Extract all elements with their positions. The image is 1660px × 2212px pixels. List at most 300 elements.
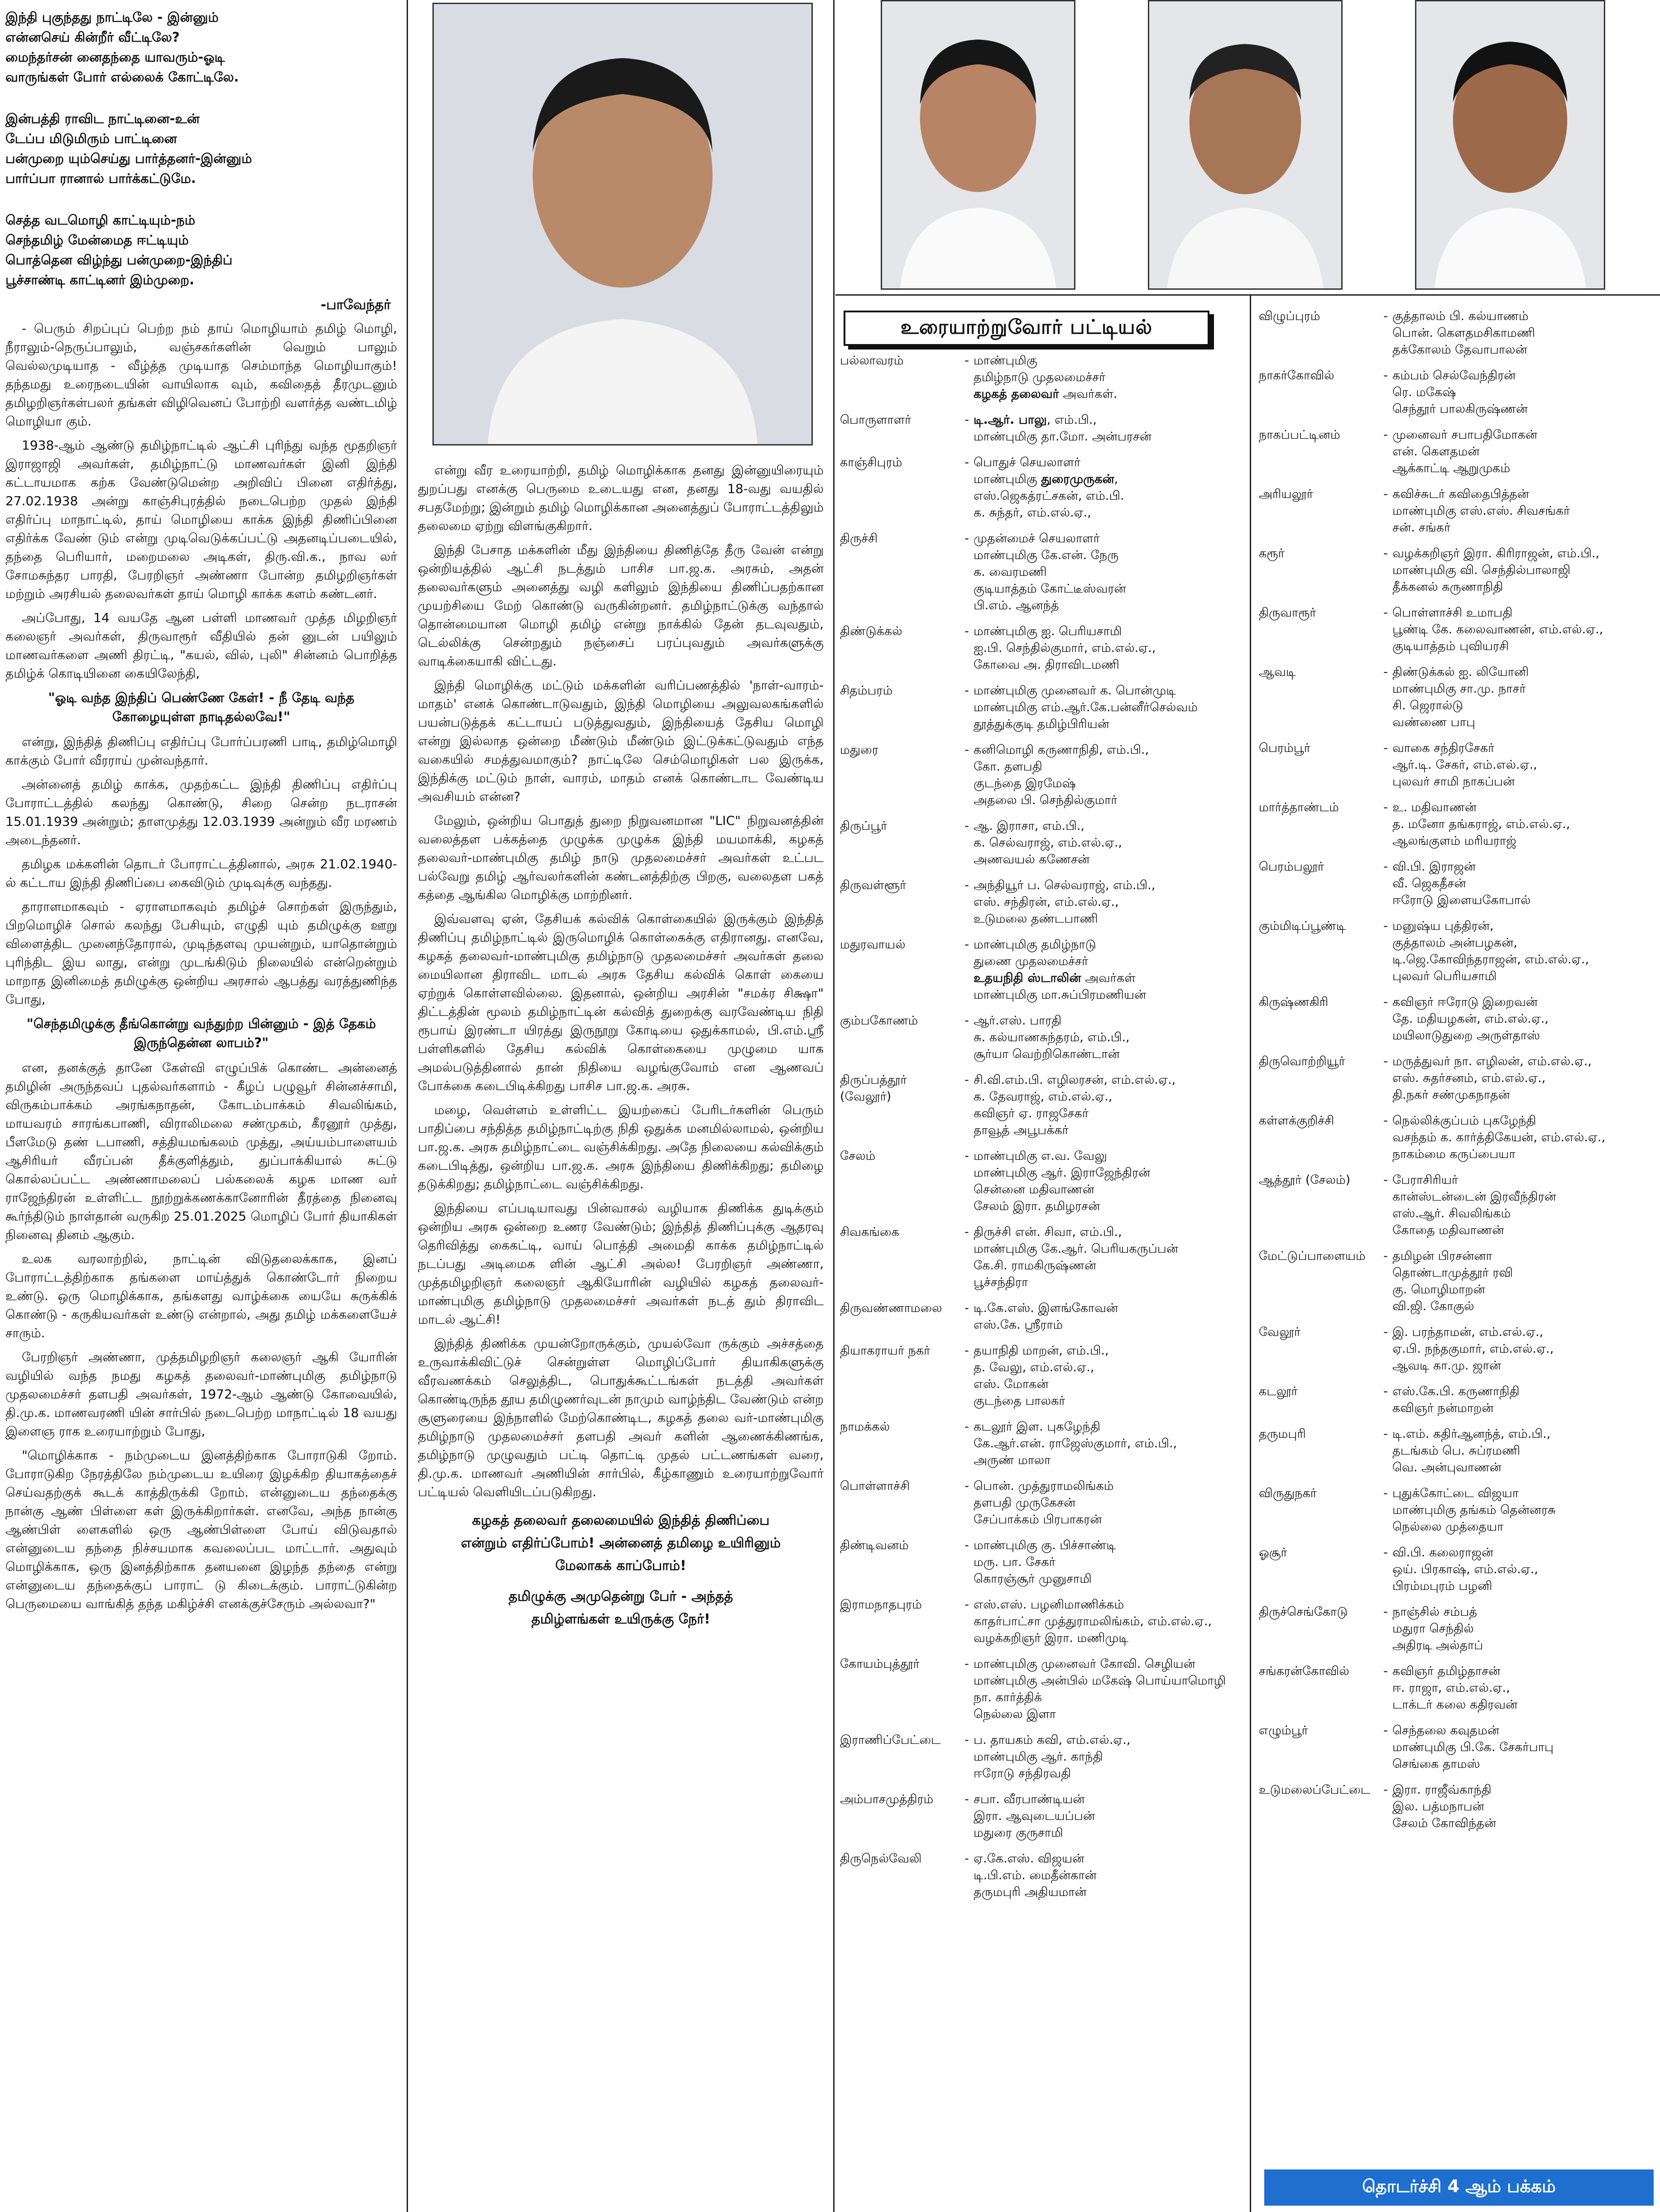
poem-line: பார்ப்பா ரானால் பார்க்கட்டுமே. (5, 171, 196, 186)
speaker-name: ஒய். பிரகாஷ், எம்.எல்.ஏ., (1392, 1562, 1538, 1576)
speaker-name: கு. மொழிமாறன் (1392, 1283, 1485, 1297)
speaker-name: நா. கார்த்திக் (974, 1690, 1042, 1704)
dash-separator: - (1383, 1114, 1388, 1128)
speaker-name: மாண்புமிகு (974, 354, 1037, 368)
speaker-place: கிருஷ்ணகிரி (1259, 995, 1329, 1009)
speaker-names (1392, 1722, 1657, 1772)
dash-separator: - (1383, 428, 1388, 442)
speaker-name: புதுக்கோட்டை விஜயா (1392, 1486, 1519, 1500)
speaker-entry (1259, 308, 1657, 358)
speaker-name: சூர்யா வெற்றிகொண்டான் (974, 1047, 1120, 1061)
speaker-name: காதர்பாட்சா முத்துராமலிங்கம், எம்.எல்.ஏ., (974, 1614, 1212, 1628)
paragraph: இந்தி பேசாத மக்களின் மீது இந்தியை திணித்தே தீரு வேன் என்று ஒன்றியத்தில் ஆட்சி நடத்தும் பாசிச பா.ஜ.க. அரசும், அதன் தலைவர்களும் அனைத்து வழி களிலும் இந்தியை திணிப்பதற்கான முயற்சியை மேற் கொண்டு வருகின்றனர். தமிழ்நாட்டுக்கு வந்தால் தொன்மையான மொழி தமிழ் என்று நாக்கில் தேன் தடவுவதும், டெல்லிக்கு சென்றதும் நஞ்சைப் பரப்புவதும் அவர்களுக்கு வாடிக்கையாகி விட்டது. (418, 542, 824, 669)
speaker-name: டி.கே.எஸ். இளங்கோவன் (974, 1301, 1118, 1315)
speaker-name: பூண்டி கே. கலைவாணன், எம்.எல்.ஏ., (1392, 622, 1603, 637)
speaker-entry (1259, 858, 1657, 909)
speaker-name: வீ. ஜெகதீசன் (1392, 876, 1466, 891)
speaker-place: சிவகங்கை (840, 1225, 899, 1239)
slogan-line: மேலாகக் காப்போம்! (555, 1558, 686, 1574)
speaker-names (974, 1656, 1247, 1723)
speaker-names (1392, 740, 1657, 790)
speaker-place: பெரம்பூர் (1259, 741, 1310, 755)
dash-separator: - (1383, 309, 1388, 323)
speaker-entry (840, 1418, 1247, 1469)
speaker-entry (840, 1732, 1247, 1782)
speaker-name: தீக்கனல் கருணாநிதி (1392, 580, 1503, 594)
speaker-name: உடுமலை தண்டபாணி (974, 912, 1098, 926)
paragraph: இந்தி மொழிக்கு மட்டும் மக்களின் வரிப்பணத்தில் 'நாள்-வாரம்-மாதம்' எனக் கொண்டாடுவதும், இந்தி மொழியை அலுவலகங்களில் பயன்படுத்தக் கட்டாயப் படுத்துவதும், இந்தியைத் தேசிய மொழி என்று இல்லாத ஒன்றை மீண்டும் மீண்டும் இட்டுக்கட்டுவதும் எந்த வகையில் சமத்துவமாகும்? நாட்டிலே செம்மொழிகள் பல இருக்க, இந்திக்கு மட்டும் நாள், வாரம், மாதம் எனக் கொண்டாட வேண்டிய அவசியம் என்ன? (418, 678, 824, 804)
poem-line: செந்தமிழ் மேன்மைத ஈட்டியும் (5, 232, 189, 248)
speaker-place: திருப்பூர் (840, 819, 888, 833)
poem-line: வாருங்கள் போர் எல்லைக் கோட்டிலே. (5, 69, 239, 85)
speaker-names (1392, 1426, 1657, 1476)
dash-separator: - (964, 1479, 969, 1493)
speaker-name: மனுஷ்ய புத்திரன், (1392, 919, 1494, 933)
speaker-place: விருதுநகர் (1259, 1486, 1317, 1500)
speaker-entry (1259, 1722, 1657, 1772)
speaker-names (1392, 1383, 1657, 1417)
speaker-name: தளபதி முருகேசன் (974, 1496, 1076, 1510)
speaker-name: த. மனோ தங்கராஜ், எம்.எல்.ஏ., (1392, 817, 1570, 831)
speaker-place: நாகர்கோவில் (1259, 369, 1334, 383)
dash-separator: - (964, 1225, 969, 1239)
speaker-entry (840, 412, 1247, 445)
speaker-place: எழும்பூர் (1259, 1724, 1308, 1738)
speaker-place: திண்டிவனம் (840, 1538, 909, 1552)
paragraph: தாராளமாகவும் - ஏராளமாகவும் தமிழ்ச் சொற்கள் இருந்தும், பிறமொழிச் சொல் கலந்து பேசியும், எழுதி யும் தமிழுக்கு ஊறு விளைத்திட முனைந்தோரால், முடிந்தளவு முயன்றும், யாதொன்றும் புரிந்திட இய லாது, என்று முடங்கிடும் நிலையில் என்றென்றும் மாறாத இனிமைத் தமிழுக்கு ஒன்றிய அரசால் ஆபத்து வரத்துணிந்த போது, (5, 899, 397, 1007)
speaker-name: சேலம் இரா. தமிழரசன் (974, 1199, 1100, 1213)
speaker-entry (1259, 664, 1657, 731)
dash-separator: - (1383, 1427, 1388, 1441)
paragraph: அன்னைத் தமிழ் காக்க, முதற்கட்ட இந்தி திணிப்பு எதிர்ப்பு போராட்டத்தில் கலந்து கொண்டு, சிறை சென்ற நடராசன் 15.01.1939 அன்றும்; தாளமுத்து 12.03.1939 அன்றும் வீர மரணம் அடைந்தனர். (5, 777, 397, 847)
speaker-name: கோவை அ. திராவிடமணி (974, 658, 1119, 672)
speaker-place: திண்டுக்கல் (840, 624, 902, 638)
speaker-name: உதயநிதி ஸ்டாலின் அவர்கள் (974, 971, 1136, 985)
speaker-place: அம்பாசமுத்திரம் (840, 1792, 934, 1806)
speaker-name: ஆ. இராசா, எம்.பி., (974, 819, 1085, 833)
speaker-entry (1259, 1172, 1657, 1239)
slogan-line: கழகத் தலைவர் தலைமையில் இந்தித் திணிப்பை (472, 1513, 770, 1528)
speaker-entry (840, 1850, 1247, 1901)
dash-separator: - (1383, 1664, 1388, 1678)
speaker-place: ஆத்தூர் (சேலம்) (1259, 1173, 1351, 1187)
speaker-place: தியாகராயர் நகர் (840, 1344, 931, 1358)
speaker-place: பொருளாளர் (840, 413, 912, 427)
dash-separator: - (964, 1792, 969, 1806)
speaker-name: கவிஞர் நன்மாறன் (1392, 1401, 1494, 1415)
speaker-entry (1259, 1781, 1657, 1832)
speaker-name: வழக்கறிஞர் இரா. மணிமுடி (974, 1631, 1128, 1645)
speaker-name: கனிமொழி கருணாநிதி, எம்.பி., (974, 743, 1149, 757)
speaker-place: திருப்பத்தூர் (வேலூர்) (840, 1073, 907, 1104)
speaker-name: கே.சி. ராமகிருஷ்ணன் (974, 1259, 1097, 1273)
dash-separator: - (1383, 1783, 1388, 1797)
speaker-place: உடுமலைப்பேட்டை (1259, 1783, 1371, 1797)
poem-line: பொத்தென விழ்ந்து பன்முறை-இந்திப் (5, 252, 233, 268)
dash-separator: - (964, 455, 969, 469)
speaker-entry (840, 1072, 1247, 1139)
speaker-place: கள்ளக்குறிச்சி (1259, 1114, 1334, 1128)
speaker-names (974, 1148, 1247, 1215)
speaker-name: தயாநிதி மாறன், எம்.பி., (974, 1344, 1109, 1358)
dash-separator: - (1383, 1546, 1388, 1560)
speaker-place: நாகப்பட்டினம் (1259, 428, 1340, 442)
speaker-name: குத்தாலம் பி. கல்யாணம் (1392, 309, 1529, 323)
poem-line: செத்த வடமொழி காட்டியும்-நம் (5, 212, 196, 228)
speaker-name: பொதுச் செயலாளர் (974, 455, 1081, 469)
pull-quote: "ஓடி வந்த இந்திப் பெண்ணே கேள்! - நீ தேடி வந்த கோழையுள்ள நாடிதல்லவே!" (48, 690, 355, 724)
speaker-place: சங்கரன்கோவில் (1259, 1664, 1349, 1678)
speaker-names (974, 454, 1247, 521)
speaker-name: தி.நகர் சண்முகநாதன் (1392, 1088, 1510, 1102)
paragraph: மேலும், ஒன்றிய பொதுத் துறை நிறுவனமான "LIC" நிறுவனத்தின் வலைத்தள பக்கத்தை முழுக்க முழுக்க இந்தி மயமாக்கி, கழகத் தலைவர்-மாண்புமிகு தமிழ் நாடு முதலமைச்சர் அவர்கள் உட்பட பல்வேறு தமிழ் ஆர்வலர்களின் கண்டனத்திற்கு பிறகு, வலைதள பகத் கத்தை ஆங்கில மொழிக்கு மாற்றினர். (418, 813, 824, 902)
speaker-names (974, 1072, 1247, 1139)
speaker-name: பொன். முத்துராமலிங்கம் (974, 1479, 1114, 1493)
dash-separator: - (964, 1014, 969, 1028)
speaker-name: சு. கல்யாணசுந்தரம், எம்.பி., (974, 1030, 1130, 1044)
speaker-entry (1259, 486, 1657, 536)
speaker-names (1392, 308, 1657, 358)
speaker-place: திருச்சி (840, 531, 878, 546)
dash-separator: - (964, 743, 969, 757)
dash-separator: - (964, 1538, 969, 1552)
speaker-name: மருத்துவர் நா. எழிலன், எம்.எல்.ஏ., (1392, 1054, 1592, 1068)
paragraph: "மொழிக்காக - நம்முடைய இனத்திற்காக போராடுகி றோம். போராடுகிற நேரத்திலே நம்முடைய உயிரை இழக்கிற தியாகத்தைச் செய்வதற்குக் கூடக் காத்திருக்கி றோம். என்னுடைய தந்தைக்கு நான்கு ஆண் பிள்ளை கள் இருக்கிறார்கள். எனவே, அந்த நான்கு ஆண்பிள் ளைகளில் ஒரு ஆண்பிள்ளை போய் விடுவதால் என்னுடைய தந்தை நிச்சயமாக கவலைப்பட மாட்டார். அதுவும் மொழிக்காக, ஒரு இனத்திற்காக தனயனை இழந்த தந்தை என்று என்னுடைய தந்தைக்குப் பாராட் டு கிடைக்கும். பாராட்டுகின்ற பெருமையை வாங்கித் தந்த மகிழ்ச்சி எனக்குச்சேரும் அல்லவா?" (5, 1448, 397, 1611)
dash-separator: - (964, 878, 969, 892)
speaker-entry (1259, 799, 1657, 849)
speaker-name: மதுரா செந்தில் (1392, 1622, 1474, 1636)
speaker-name: மாண்புமிகு தமிழ்நாடு (974, 938, 1096, 952)
speaker-name: அருண் மாலா (974, 1453, 1051, 1467)
leader-photo (881, 0, 1075, 290)
speaker-entry (1259, 1248, 1657, 1315)
speaker-entry (840, 1342, 1247, 1409)
speaker-name: துணை முதலமைச்சர் (974, 954, 1089, 968)
speaker-entry (840, 1596, 1247, 1647)
speaker-entry (1259, 1663, 1657, 1713)
speaker-names (1392, 1172, 1657, 1239)
speaker-name: அதலை பி. செந்தில்குமார் (974, 793, 1118, 807)
speaker-entry (840, 1791, 1247, 1841)
speaker-name: புலவர் பெரியசாமி (1392, 969, 1497, 983)
speaker-name: ஆக்காட்டி ஆறுமுகம் (1392, 461, 1511, 475)
speaker-entry (840, 530, 1247, 614)
speaker-names (1392, 1053, 1657, 1103)
speaker-name: ஏ.கே.எஸ். விஜயன் (974, 1852, 1084, 1866)
speaker-name: தக்கோலம் தேவாபாலன் (1392, 343, 1527, 357)
speaker-name: டி.ஆர். பாலு, எம்.பி., (974, 413, 1097, 427)
speaker-name: பொன். கௌதமசிகாமணி (1392, 326, 1535, 340)
speaker-name: இரா. ஆவுடையப்பன் (974, 1809, 1095, 1823)
speaker-name: அந்தியூர் ப. செல்வராஜ், எம்.பி., (974, 878, 1156, 892)
speaker-entry (1259, 994, 1657, 1044)
speaker-name: அணவயல் கணேசன் (974, 852, 1090, 867)
speaker-name: மரு. பா. சேகர் (974, 1555, 1055, 1569)
speaker-names (1392, 1663, 1657, 1713)
speaker-list-heading: உரையாற்றுவோர் பட்டியல் (844, 311, 1209, 346)
poem-line: என்னசெய் கின்றீர் வீட்டிலே? (5, 29, 180, 45)
speaker-name: திண்டுக்கல் ஐ. லியோனி (1392, 665, 1529, 679)
speaker-name: மாண்புமிகு வி. செந்தில்பாலாஜி (1392, 563, 1571, 577)
speaker-place: மதுரவாயல் (840, 938, 906, 952)
speaker-place: வேலூர் (1259, 1325, 1301, 1339)
speaker-name: கோ. தளபதி (974, 760, 1042, 774)
speaker-name: ரெ. மகேஷ் (1392, 385, 1456, 399)
speaker-name: எஸ்.கே. ஸ்ரீராம் (974, 1318, 1063, 1332)
speaker-name: சி. ஜெரால்டு (1392, 699, 1463, 713)
speaker-list-a (840, 352, 1247, 1910)
dash-separator: - (964, 354, 969, 368)
speaker-name: தூத்துக்குடி தமிழ்பிரியன் (974, 717, 1109, 731)
speaker-entry (840, 352, 1247, 402)
speaker-name: மாண்புமிகு தங்கம் தென்னரசு (1392, 1503, 1556, 1517)
speaker-entry (840, 682, 1247, 733)
dash-separator: - (1383, 1325, 1388, 1339)
speaker-name: எஸ்.ஆர். சிவலிங்கம் (1392, 1207, 1511, 1221)
speaker-name: புலவர் சாமி நாகப்பன் (1392, 775, 1515, 789)
poem-stanza (5, 7, 397, 87)
speaker-names (1392, 1324, 1657, 1374)
paragraph: என்று வீர உரையாற்றி, தமிழ் மொழிக்காக தனது இன்னுயிரையும் துறப்பது எனக்கு பெருமை உடையது என, தனது 18-வது வயதில் சபதமேற்று; இன்றும் தமிழ் மொழிக்கான அனைத்துப் போராட்டத்திலும் தலைமை ஏற்று விளங்குகிறார். (418, 463, 824, 533)
speaker-name: என். கௌதமன் (1392, 445, 1480, 459)
speaker-place: திருவண்ணாமலை (840, 1301, 942, 1315)
speaker-place: விழுப்புரம் (1259, 309, 1320, 323)
portrait-placeholder-icon (1149, 1, 1341, 288)
speaker-entry (1259, 1544, 1657, 1594)
slogan-line: என்றும் எதிர்ப்போம்! அன்னைத் தமிழை உயிரினும் (461, 1535, 781, 1551)
dash-separator: - (1383, 1384, 1388, 1398)
speaker-entry (840, 936, 1247, 1003)
speaker-name: ப. தாயகம் கவி, எம்.எல்.ஏ., (974, 1733, 1131, 1747)
speaker-name: ஈ. ராஜா, எம்.எல்.ஏ., (1392, 1681, 1510, 1695)
speaker-name: தடங்கம் பெ. சுப்ரமணி (1392, 1444, 1521, 1458)
speaker-name: பொள்ளாச்சி உமாபதி (1392, 606, 1513, 620)
speaker-name: ஐ.பி. செந்தில்குமார், எம்.எல்.ஏ., (974, 641, 1156, 655)
speaker-name: வெ. அன்புவாணன் (1392, 1460, 1502, 1475)
dash-separator: - (964, 1598, 969, 1612)
paragraph: இவ்வளவு ஏன், தேசியக் கல்விக் கொள்கையில் இருக்கும் இந்தித் திணிப்பு தமிழ்நாட்டில் இருமொழிக் கொள்கைக்கு எதிரானது. எனவே, கழகத் தலைவர்-மாண்புமிகு தமிழ்நாடு முதலமைச்சர் அவர்கள் தலை மையிலான திராவிட மாடல் அரசு தேசிய கல்விக் கொள் கையை ஏற்றுக் கொள்ளவில்லை. இதனால், ஒன்றிய அரசின் "சமக்ர சிக்ஷா" திட்டத்தின் மூலம் தமிழ்நாட்டின் கல்வித் துறைக்கு வரவேண்டிய நிதி ரூபாய் இரண்டா யிரத்து இருநூறு கோடியை ஒதுக்காமல், பி.எம்.ஸ்ரீ பள்ளிகளில் தேசிய கல்விக் கொள்கையை முழுமை யாக அமல்படுத்தினால் தான் நிதியை வழங்குவோம் என ஆணவப் போக்கை கடைபிடிக்கிறது பாசிச பா.ஜ.க. அரசு. (418, 911, 824, 1093)
dash-separator: - (964, 413, 969, 427)
dash-separator: - (964, 1301, 969, 1315)
speaker-name: மாண்புமிகு முனைவர் க. பொன்முடி (974, 684, 1176, 698)
speaker-name: தாவூத் அபூபக்கர் (974, 1123, 1069, 1137)
speaker-place: பல்லாவரம் (840, 354, 904, 368)
speaker-name: முனைவர் சபாபதிமோகன் (1392, 428, 1538, 442)
portrait-placeholder-icon (434, 4, 811, 444)
continuation-banner: தொடர்ச்சி 4 ஆம் பக்கம் (1264, 2169, 1654, 2206)
speaker-place: திருநெல்வேலி (840, 1852, 922, 1866)
speaker-name: க. செல்வராஜ், எம்.எல்.ஏ., (974, 836, 1123, 850)
speaker-name: மதுரை குருசாமி (974, 1826, 1063, 1840)
speaker-entry (1259, 1383, 1657, 1417)
section-rule (835, 294, 1660, 296)
poem-line: இந்தி புகுந்தது நாட்டிலே - இன்னும் (5, 10, 219, 25)
speaker-names (1392, 858, 1657, 909)
dash-separator: - (964, 1657, 969, 1671)
speaker-name: டி.ஜெ.கோவிந்தராஜன், எம்.எல்.ஏ., (1392, 953, 1589, 967)
poem-stanza (5, 109, 397, 188)
speaker-name: மயிலாடுதுறை அருள்தாஸ் (1392, 1029, 1540, 1043)
speaker-name: மாண்புமிகு சா.மு. நாசர் (1392, 682, 1526, 696)
paragraph: 1938-ஆம் ஆண்டு தமிழ்நாட்டில் ஆட்சி புரிந்து வந்த மூதறிஞர் இராஜாஜி அவர்கள், தமிழ்நாட்டு மாணவர்கள் இனி இந்தி கட்டாயமாக கற்க வேண்டுமென்ற அறிவிப் பினை எதிர்த்து, 27.02.1938 அன்று காஞ்சிபுரத்தில் நடைபெற்ற முதல் இந்தி எதிர்ப்பு மாநாட்டில், தாய் மொழியை காக்க இந்தி திணிப்பினை எதிர்க்க வேண் டும் என்று முடிவெடுக்கப்பட்டு அதனடிப்படையில், தந்தை பெரியார், மறைமலை அடிகள், திரு.வி.க., நாவ லர் சோமசுந்தர பாரதி, பேரறிஞர் அண்ணா போன்ற தமிழறிஞர்கள் மற்றும் அரசியல் தலைவர்கள் தாய் மொழி காக்க களம் கண்டனர். (5, 438, 397, 601)
paragraph: தமிழக மக்களின் தொடர் போராட்டத்தினால், அரசு 21.02.1940-ல் கட்டாய இந்தி திணிப்பை கைவிடும் முடிவுக்கு வந்தது. (5, 857, 397, 890)
speaker-name: குடியாத்தம் புவியரசி (1392, 639, 1509, 653)
speaker-entry (1259, 1604, 1657, 1654)
speaker-place: ஓசூர் (1259, 1546, 1287, 1560)
speaker-name: நெல்லிக்குப்பம் புகழேந்தி (1392, 1114, 1536, 1128)
speaker-entry (840, 1148, 1247, 1215)
speaker-names (1392, 994, 1657, 1044)
paragraph: உலக வரலாற்றில், நாட்டின் விடுதலைக்காக, இனப் போராட்டத்திற்காக தங்களை மாய்த்துக் கொண்டோர் நிறைய உண்டு. ஒரு மொழிக்காக, தங்களது வாழ்க்கை யையே சுருக்கிக் கொண்டு - கருகியவர்கள் உண்டு என்றால், அது தமிழ் மக்களையேச் சாரும். (5, 1251, 397, 1341)
speaker-entry (1259, 367, 1657, 417)
dash-separator: - (1383, 1724, 1388, 1738)
speaker-name: நாஞ்சில் சம்பத் (1392, 1605, 1477, 1619)
speaker-name: கவிஞர் ஈரோடு இறைவன் (1392, 995, 1538, 1009)
speaker-name: மாண்புமிகு அன்பில் மகேஷ் பொய்யாமொழி (974, 1674, 1226, 1688)
speaker-name: பூச்சந்திரா (974, 1275, 1028, 1289)
speaker-entry (1259, 1426, 1657, 1476)
speaker-entry (840, 1012, 1247, 1063)
speaker-name: தருமபுரி அதியமான் (974, 1885, 1087, 1899)
poem-line: இன்பத்தி ராவிட நாட்டினை-உன் (5, 111, 200, 126)
speaker-name: சி.வி.எம்.பி. எழிலரசன், எம்.எல்.ஏ., (974, 1073, 1176, 1087)
paragraph: மழை, வெள்ளம் உள்ளிட்ட இயற்கைப் பேரிடர்களின் பெரும் பாதிப்பை சந்தித்த தமிழ்நாட்டிற்கு நிதி ஒதுக்க மனமில்லாமல், ஒன்றிய பா.ஜ.க. அரசு தமிழ்நாட்டை வஞ்சிக்கிறது. அதே நிலையை கல்விக்கும் கடைபிடித்து, ஒன்றிய பா.ஜ.க. அரசு இந்தியை திணிக்கிறது; தமிழை தடுக்கிறது; தமிழ்நாட்டை வஞ்சிக்கிறது. (418, 1102, 824, 1192)
speaker-name: எஸ்.கே.பி. கருணாநிதி (1392, 1384, 1520, 1398)
speaker-entry (840, 877, 1247, 927)
speaker-place: ஆவடி (1259, 665, 1296, 679)
speaker-place: பெரம்பலூர் (1259, 860, 1324, 874)
speaker-names (1392, 664, 1657, 731)
speaker-name: கவிஞர் ஏ. ராஜசேகர் (974, 1106, 1089, 1120)
dash-separator: - (1383, 1605, 1388, 1619)
speaker-place: கோயம்புத்தூர் (840, 1657, 920, 1671)
slogan-line: தமிழ்ளங்கள் உயிருக்கு நேர்! (531, 1611, 710, 1627)
speaker-name: பேராசிரியர் (1392, 1173, 1458, 1187)
speaker-name: ஈரோடு இளையகோபால் (1392, 893, 1531, 907)
speaker-name: மாண்புமிகு எஸ்.எஸ். சிவசங்கர் (1392, 504, 1570, 518)
speaker-place: திருவொற்றியூர் (1259, 1054, 1345, 1068)
speaker-name: மாண்புமிகு கே.என். நேரு (974, 548, 1119, 562)
speaker-names (1392, 1544, 1657, 1594)
speaker-name: மாண்புமிகு கு. பிச்சாண்டி (974, 1538, 1116, 1552)
speaker-name: முதன்மைச் செயலாளர் (974, 531, 1100, 546)
speaker-name: ஈரோடு சந்திரவதி (974, 1767, 1071, 1781)
speaker-entry (1259, 604, 1657, 655)
dash-separator: - (964, 1852, 969, 1866)
speaker-names (1392, 545, 1657, 595)
speaker-name: குடியாத்தம் கோட்டீஸ்வரன் (974, 582, 1126, 596)
speaker-name: வி.பி. இராஜன் (1392, 860, 1476, 874)
speaker-names (974, 623, 1247, 673)
paragraph: இந்தியை எப்படியாவது பின்வாசல் வழியாக திணிக்க துடிக்கும் ஒன்றிய அரசு ஒன்றை உணர வேண்டும்; இந்தித் திணிப்புக்கு ஆதரவு தெரிவித்து கைகட்டி, வாய் பொத்தி அமைதி காக்க தமிழ்நாட்டில் நடப்பது அடிமைக ளின் ஆட்சி அல்ல! பேரறிஞர் அண்ணா, முத்தமிழறிஞர் கலைஞர் ஆகியோரின் வழியில் கழகத் தலைவர்-மாண்புமிகு தமிழ்நாடு முதலமைச்சர் அவர்கள் நடத் தும் திராவிட மாடல் ஆட்சி! (418, 1201, 824, 1327)
dash-separator: - (964, 1420, 969, 1434)
dash-separator: - (964, 684, 969, 698)
speaker-name: மாண்புமிகு கே.ஆர். பெரியகருப்பன் (974, 1242, 1179, 1256)
speaker-place: கும்மிடிப்பூண்டி (1259, 919, 1346, 933)
speaker-place: காஞ்சிபுரம் (840, 455, 902, 469)
speaker-entry (840, 818, 1247, 868)
speaker-name: சென்னை மதிவாணன் (974, 1183, 1094, 1197)
speaker-names (1392, 367, 1657, 417)
speaker-name: க. சுந்தர், எம்.எல்.ஏ., (974, 506, 1091, 520)
speaker-name: கோதை மதிவாணன் (1392, 1223, 1504, 1237)
speaker-entry (1259, 1053, 1657, 1103)
speaker-names (974, 1732, 1247, 1782)
speaker-name: எஸ். சந்திரன், எம்.எல்.ஏ., (974, 895, 1119, 909)
speaker-name: குடந்தை இரமேஷ் (974, 776, 1076, 790)
speaker-names (974, 936, 1247, 1003)
speaker-names (974, 1300, 1247, 1333)
poem-line: பன்முறை யும்செய்து பார்த்தனர்-இன்னும் (5, 151, 252, 166)
speaker-name: சன். சங்கர் (1392, 521, 1451, 535)
poem-line: டேப்ப மிடுமிரும் பாட்டினை (5, 131, 177, 146)
speaker-name: த. வேலு, எம்.எல்.ஏ., (974, 1360, 1094, 1374)
speaker-name: இ. பரந்தாமன், எம்.எல்.ஏ., (1392, 1325, 1544, 1339)
speaker-names (1392, 486, 1657, 536)
speaker-place: திருவள்ளூர் (840, 878, 907, 892)
speaker-name: டாக்டர் கலை கதிரவன் (1392, 1698, 1518, 1712)
dash-separator: - (1383, 1486, 1388, 1500)
paragraph: - பெரும் சிறப்புப் பெற்ற நம் தாய் மொழியாம் தமிழ் மொழி, நீராலும்-நெருப்பாலும், வஞ்சகர்களின் வெறும் பாலும் வெல்லமுடியாத - வீழ்த்த முடியாத செம்மாந்த மொழியாகும்! தந்தமது உரைநடையின் வாயிலாக வும், கவிதைத் தீரமுடனும் தமிழறிஞர்கள்பலர் தங்கள் விழிவெனப் போற்றி வளர்த்த வண்டமிழ் மொழியா கும். (5, 321, 397, 429)
paragraph: என்று, இந்தித் திணிப்பு எதிர்ப்பு போர்ப்பரணி பாடி, தமிழ்மொழி காக்கும் போர் வீரராய் முன்வந்தார். (5, 734, 397, 768)
dash-separator: - (964, 1344, 969, 1358)
speaker-name: மாண்புமிகு எம்.ஆர்.கே.பன்னீர்செல்வம் (974, 700, 1198, 714)
paragraph: பேரறிஞர் அண்ணா, முத்தமிழறிஞர் கலைஞர் ஆகி யோரின் வழியில் வந்த நமது கழகத் தலைவர்-மாண்புமிகு தமிழ்நாடு முதலமைச்சர் தளபதி அவர்கள், 1972-ஆம் ஆண்டு கோவையில், தி.மு.க. மாணவரணி யின் சார்பில் நடைபெற்ற மாநாட்டில் 18 வயது இளைஞ ராக உரையாற்றும் போது, (5, 1350, 398, 1439)
speaker-names (974, 877, 1247, 927)
dash-separator: - (1383, 995, 1388, 1009)
speaker-place: கும்பகோணம் (840, 1014, 918, 1028)
speaker-name: ஆவடி கா.மு. ஜான் (1392, 1359, 1501, 1373)
dash-separator: - (1383, 665, 1388, 679)
speaker-name: வாகை சந்திரசேகர் (1392, 741, 1495, 755)
dash-separator: - (964, 1073, 969, 1087)
speaker-entry (840, 1300, 1247, 1333)
paragraph: அப்போது, 14 வயதே ஆன பள்ளி மாணவர் முத்த மிழறிஞர் கலைஞர் அவர்கள், திருவாரூர் வீதியில் தன் னுடன் பயிலும் மாணவர்களை அணி திரட்டி, "கயல், வில், புலி" சின்னம் பொறித்த தமிழ்க் கொடியினை கையிலேந்தி, (5, 610, 397, 681)
speaker-name: ஆர்.டி. சேகர், எம்.எல்.ஏ., (1392, 758, 1537, 772)
speaker-name: வசந்தம் க. கார்த்திகேயன், எம்.எல்.ஏ., (1392, 1130, 1606, 1144)
slogan (418, 1509, 824, 1577)
speaker-name: க. வைரமணி (974, 565, 1047, 579)
speaker-name: கான்ஸ்டன்டைன் இரவீந்திரன் (1392, 1190, 1556, 1204)
speaker-name: நெல்லை இளா (974, 1707, 1056, 1721)
speaker-name: வழக்கறிஞர் இரா. கிரிராஜன், எம்.பி., (1392, 546, 1600, 560)
speaker-name: மாண்புமிகு ஆர். காந்தி (974, 1750, 1103, 1764)
poem (5, 7, 397, 290)
speaker-name: குடந்தை பாலகர் (974, 1394, 1065, 1408)
speaker-name: தமிழன் பிரசன்னா (1392, 1249, 1492, 1263)
speaker-entry (840, 1478, 1247, 1528)
speaker-place: அரியலூர் (1259, 487, 1313, 501)
speaker-names (974, 1342, 1247, 1409)
speaker-name: டி.பி.எம். மைதீன்கான் (974, 1868, 1097, 1882)
speaker-entry (840, 1224, 1247, 1291)
speaker-names (974, 412, 1247, 445)
speaker-place: பொள்ளாச்சி (840, 1479, 910, 1493)
speaker-name: குத்தாலம் அன்பழகன், (1392, 936, 1517, 950)
column-divider (407, 0, 408, 2212)
speaker-name: வி.பி. கலைராஜன் (1392, 1546, 1494, 1560)
speaker-names (1392, 426, 1657, 477)
speaker-name: நாகம்மை கருப்பையா (1392, 1147, 1516, 1161)
speaker-names (974, 1012, 1247, 1063)
speaker-name: ஆர்.எஸ். பாரதி (974, 1014, 1062, 1028)
speaker-place: மேட்டுப்பாளையம் (1259, 1249, 1366, 1263)
speaker-place: இராணிப்பேட்டை (840, 1733, 941, 1747)
speaker-entry (840, 742, 1247, 809)
speaker-name: பிரம்மபுரம் பழனி (1392, 1579, 1492, 1593)
speaker-name: எஸ். சுதர்சனம், எம்.எல்.ஏ., (1392, 1071, 1546, 1085)
speaker-name: எஸ். மோகன் (974, 1377, 1049, 1391)
